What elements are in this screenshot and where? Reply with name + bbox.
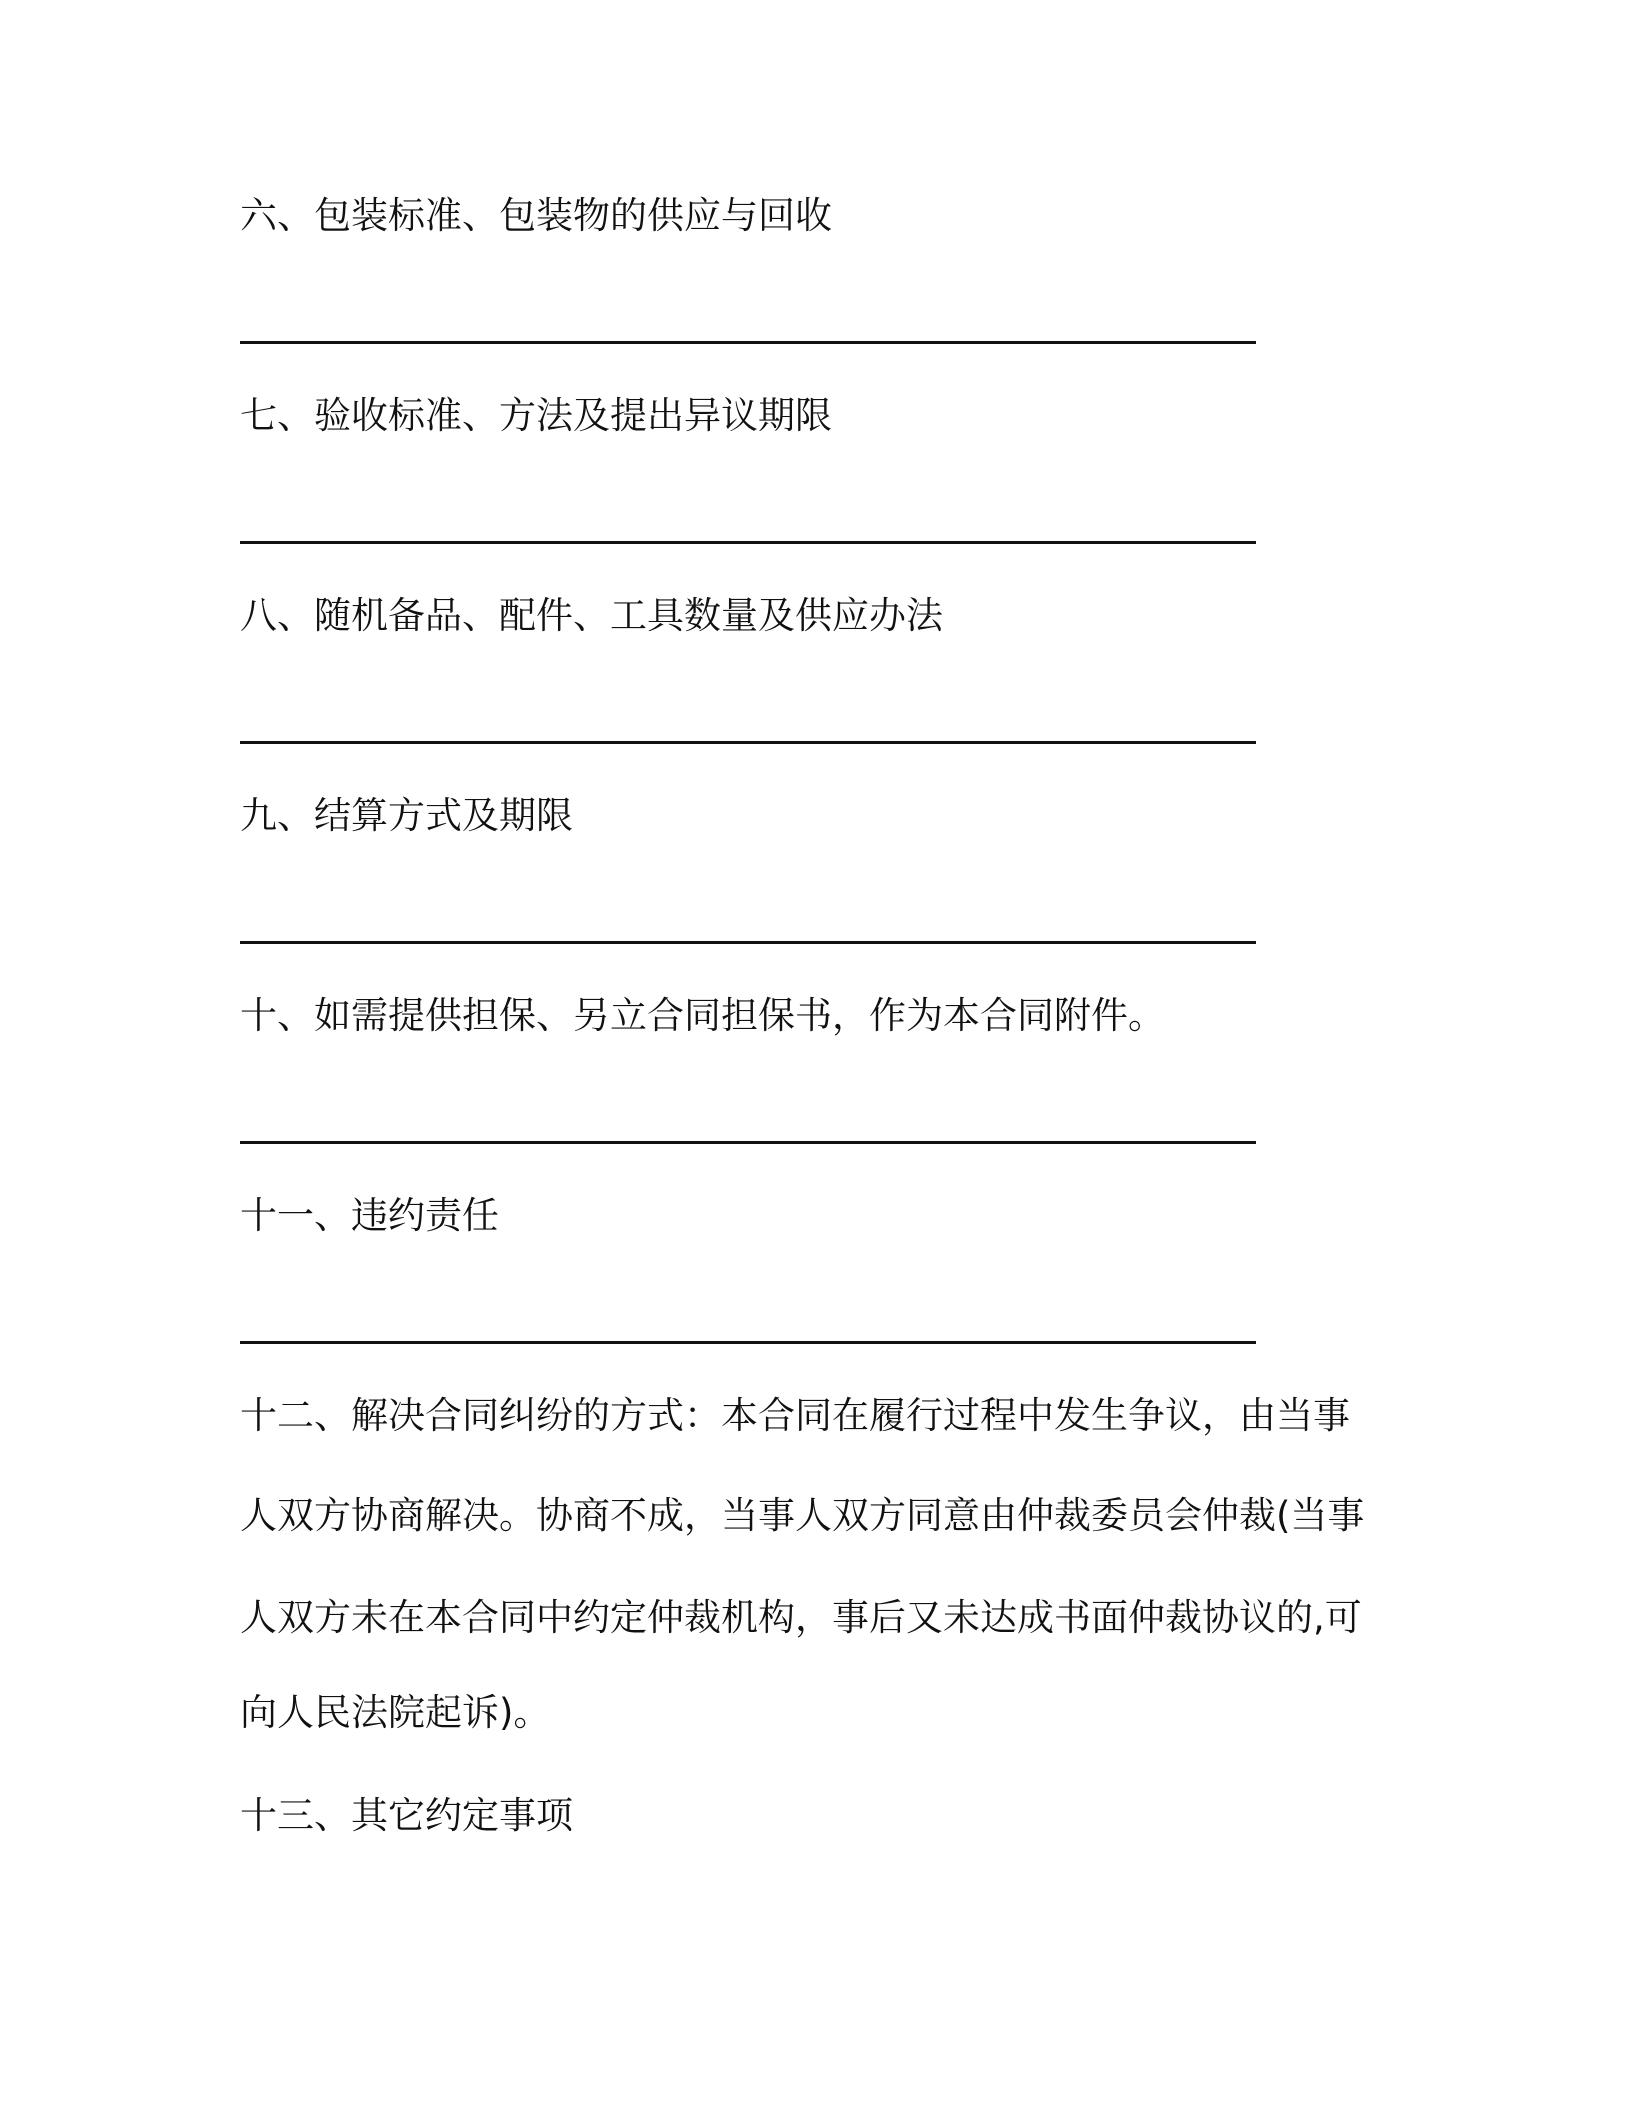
fill-in-line-6 — [240, 341, 1256, 344]
fill-in-line-11 — [240, 1341, 1256, 1344]
section-heading-6: 六、包装标准、包装物的供应与回收 — [240, 194, 832, 237]
fill-in-line-9 — [240, 941, 1256, 944]
dispute-clause-line-2: 人双方协商解决。协商不成，当事人双方同意由仲裁委员会仲裁(当事 — [240, 1494, 1365, 1537]
section-heading-13: 十三、其它约定事项 — [240, 1794, 573, 1837]
section-heading-11: 十一、违约责任 — [240, 1194, 499, 1237]
section-heading-9: 九、结算方式及期限 — [240, 794, 573, 837]
dispute-clause-line-3: 人双方未在本合同中约定仲裁机构，事后又未达成书面仲裁协议的,可 — [240, 1596, 1362, 1639]
fill-in-line-8 — [240, 741, 1256, 744]
fill-in-line-7 — [240, 541, 1256, 544]
fill-in-line-10 — [240, 1141, 1256, 1144]
section-heading-7: 七、验收标准、方法及提出异议期限 — [240, 394, 832, 437]
dispute-clause-line-4: 向人民法院起诉)。 — [240, 1691, 551, 1734]
section-heading-8: 八、随机备品、配件、工具数量及供应办法 — [240, 594, 943, 637]
section-heading-10: 十、如需提供担保、另立合同担保书，作为本合同附件。 — [240, 994, 1165, 1037]
dispute-clause-line-1: 十二、解决合同纠纷的方式：本合同在履行过程中发生争议，由当事 — [240, 1394, 1350, 1437]
